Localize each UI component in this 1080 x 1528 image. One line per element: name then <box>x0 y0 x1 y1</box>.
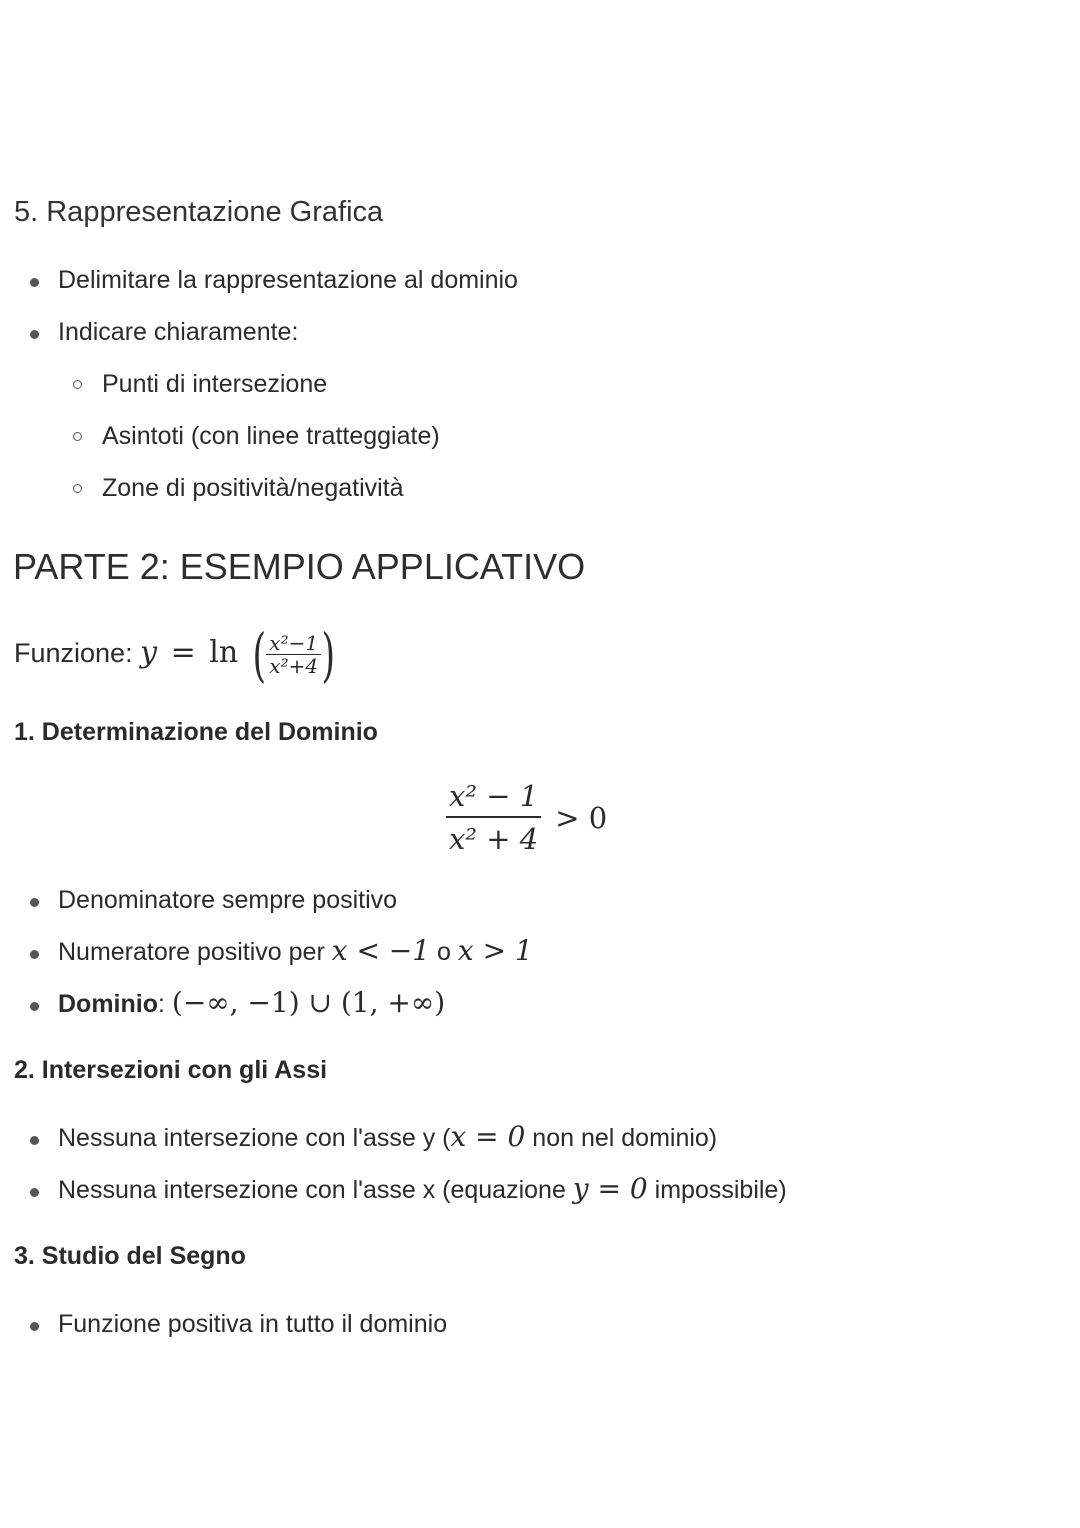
math-x-greater-one: x > 1 <box>457 934 533 967</box>
item-text: Nessuna intersezione con l'asse x (equazione <box>58 1176 566 1204</box>
list-item <box>58 1172 787 1205</box>
list-item <box>58 1120 717 1153</box>
hollow-bullet-icon <box>73 380 82 389</box>
list-item: Indicare chiaramente: <box>58 318 299 346</box>
function-numerator: x²−1 <box>266 632 321 655</box>
segno-heading: 3. Studio del Segno <box>14 1242 246 1270</box>
list-item: Denominatore sempre positivo <box>58 886 398 914</box>
domain-denominator: x² + 4 <box>449 822 539 856</box>
function-ln: ln <box>209 635 239 670</box>
item-text: impossibile) <box>654 1176 787 1204</box>
bullet-icon <box>30 898 39 907</box>
bullet-icon <box>30 950 39 959</box>
sub-list-item: Punti di intersezione <box>102 370 328 398</box>
list-item: Funzione positiva in tutto il dominio <box>58 1310 448 1338</box>
domain-relation: > 0 <box>555 801 608 835</box>
sub-list-item: Asintoti (con linee tratteggiate) <box>102 422 440 450</box>
item-text: Nessuna intersezione con l'asse y ( <box>58 1124 451 1152</box>
dominio-heading: 1. Determinazione del Dominio <box>14 718 378 746</box>
section-5-heading: 5. Rappresentazione Grafica <box>14 196 384 228</box>
function-y: y <box>140 635 158 670</box>
bullet-icon <box>30 1002 39 1011</box>
function-label: Funzione: <box>14 638 133 668</box>
sub-list-item: Zone di positività/negatività <box>102 474 404 502</box>
domain-numerator: x² − 1 <box>446 776 541 818</box>
domain-interval: (−∞, −1) ∪ (1, +∞) <box>171 986 446 1019</box>
math-y-equals-zero: y = 0 <box>572 1172 648 1205</box>
item-text-or: o <box>437 938 451 966</box>
bullet-icon <box>30 1188 39 1197</box>
bullet-icon <box>30 278 39 287</box>
right-paren: ) <box>321 620 336 689</box>
item-text: Numeratore positivo per <box>58 938 325 966</box>
bullet-icon <box>30 1322 39 1331</box>
list-item <box>58 934 533 967</box>
function-fraction <box>266 632 321 677</box>
bullet-icon <box>30 330 39 339</box>
function-equals: = <box>170 635 196 670</box>
list-item <box>58 986 445 1019</box>
hollow-bullet-icon <box>73 484 82 493</box>
bullet-icon <box>30 1136 39 1145</box>
dominio-label: Dominio <box>58 990 158 1018</box>
dominio-colon: : <box>158 990 165 1018</box>
list-item: Delimitare la rappresentazione al dominio <box>58 266 518 294</box>
left-paren: ( <box>252 620 266 689</box>
item-text: non nel dominio) <box>532 1124 718 1152</box>
math-x-equals-zero: x = 0 <box>450 1120 526 1153</box>
part-2-heading: PARTE 2: ESEMPIO APPLICATIVO <box>13 546 586 587</box>
domain-fraction <box>446 776 541 860</box>
function-denominator: x²+4 <box>269 654 319 679</box>
domain-inequality <box>446 776 607 860</box>
hollow-bullet-icon <box>73 432 82 441</box>
intersezioni-heading: 2. Intersezioni con gli Assi <box>14 1056 328 1084</box>
math-x-less-minus-one: x < −1 <box>331 934 431 967</box>
function-line <box>14 618 340 688</box>
